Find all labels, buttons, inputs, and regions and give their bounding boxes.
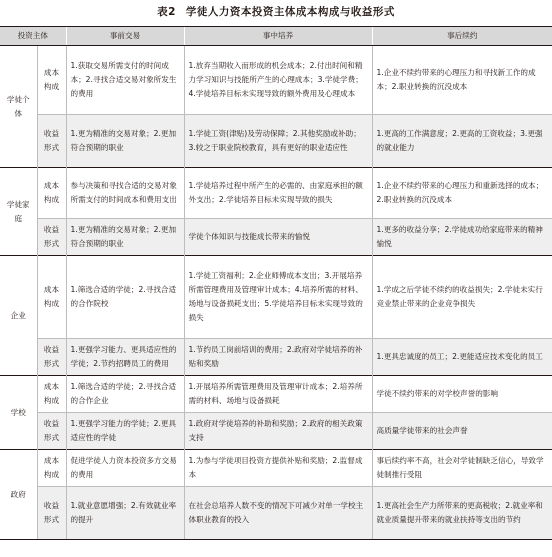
post-cell: 1.更高社会生产力所带来的更高税收；2.就业率和就业质量提升带来的就业扶持等支出的节约: [372, 487, 552, 540]
mid-cell: 1.学徒工资(津贴)及劳动保障；2.其他奖励或补助；3.较之于职业院校教育，具有更好的职业适应性: [184, 115, 372, 168]
subject-cell: 政府: [0, 450, 37, 540]
dimension-cell: 收益形式: [37, 487, 66, 540]
table-row: [0, 487, 552, 540]
pre-cell: 1.筛选合适的学徒；2.寻找合适的合作院校: [66, 256, 184, 339]
post-cell: 学徒不续约带来的对学校声誉的影响: [372, 376, 552, 413]
post-cell: 1.更多的收益分享；2.学徒成功给家庭带来的精神愉悦: [372, 219, 552, 256]
post-cell: 1.企业不续约带来的心理压力和重新选择的成本；2.职业转换的沉没成本: [372, 168, 552, 219]
table-row: [0, 450, 552, 487]
mid-cell: 1.学徒培养过程中所产生的必需的、由家庭承担的额外支出；2.学徒培养目标未实现导致的损失: [184, 168, 372, 219]
mid-cell: 1.政府对学徒培养的补助和奖励；2.政府的相关政策支持: [184, 413, 372, 450]
header-row: [0, 27, 552, 46]
table-row: [0, 256, 552, 339]
table-caption: [0, 0, 552, 26]
dimension-cell: 成本构成: [37, 168, 66, 219]
dimension-cell: 成本构成: [37, 376, 66, 413]
subject-cell: 学徒个体: [0, 46, 37, 168]
dimension-cell: 成本构成: [37, 256, 66, 339]
table-row: [0, 168, 552, 219]
table-row: [0, 46, 552, 115]
cost-benefit-table: [0, 26, 552, 540]
dimension-cell: 成本构成: [37, 46, 66, 115]
pre-cell: 1.就业意愿增强；2.有效就业率的提升: [66, 487, 184, 540]
subject-cell: 学校: [0, 376, 37, 450]
mid-cell: 在社会总培养人数不变的情况下可减少对单一学校主体职业教育的投入: [184, 487, 372, 540]
table-row: [0, 413, 552, 450]
subject-cell: 企业: [0, 256, 37, 376]
dimension-cell: 收益形式: [37, 115, 66, 168]
table-row: [0, 376, 552, 413]
mid-cell: 1.节约员工岗前培训的费用；2.政府对学徒培养的补贴和奖励: [184, 339, 372, 376]
mid-cell: 1.为参与学徒项目投资方提供补贴和奖励；2.监督成本: [184, 450, 372, 487]
pre-cell: 1.更强学习能力、更具适应性的学徒；2.节约招聘员工的费用: [66, 339, 184, 376]
dimension-cell: 收益形式: [37, 413, 66, 450]
table-row: [0, 115, 552, 168]
table-title: 学徒人力资本投资主体成本构成与收益形式: [185, 6, 395, 18]
pre-cell: 促进学徒人力资本投资多方交易的费用: [66, 450, 184, 487]
subject-cell: 学徒家庭: [0, 168, 37, 256]
mid-cell: 1.开展培养所需管理费用及管理审计成本；2.培养所需的材料、场地与设备损耗: [184, 376, 372, 413]
dimension-cell: 成本构成: [37, 450, 66, 487]
pre-cell: 1.更为精准的交易对象；2.更加符合预期的职业: [66, 219, 184, 256]
mid-cell: 1.放弃当期收入而形成的机会成本；2.付出时间和精力学习知识与技能所产生的心理成本；3.学徒学费；4.学徒培养目标未实现导致的额外费用及心理成本: [184, 46, 372, 115]
mid-cell: 1.学徒工资福利；2.企业师傅成本支出；3.开展培养所需管理费用及管理审计成本；4.培养所需的材料、场地与设备损耗支出；5.学徒培养目标未实现导致的损失: [184, 256, 372, 339]
post-cell: 1.企业不续约带来的心理压力和寻找新工作的成本；2.职业转换的沉没成本: [372, 46, 552, 115]
pre-cell: 1.更强学习能力的学徒；2.更具适应性的学徒: [66, 413, 184, 450]
table-number: 表2: [157, 6, 176, 18]
pre-cell: 参与决策和寻找合适的交易对象所需支付的时间成本和费用支出: [66, 168, 184, 219]
post-cell: 事后续约率不高，社会对学徒制缺乏信心，导致学徒制推行受阻: [372, 450, 552, 487]
header-pre: 事前交易: [66, 27, 184, 46]
post-cell: 1.更具忠诚度的员工；2.更能适应技术变化的员工: [372, 339, 552, 376]
mid-cell: 学徒个体知识与技能成长带来的愉悦: [184, 219, 372, 256]
header-subject: 投资主体: [0, 27, 66, 46]
table-row: [0, 219, 552, 256]
post-cell: 1.学成之后学徒不续约的收益损失；2.学徒未实行竞业禁止带来的企业竞争损失: [372, 256, 552, 339]
table-row: [0, 339, 552, 376]
pre-cell: 1.更为精准的交易对象；2.更加符合预期的职业: [66, 115, 184, 168]
header-post: 事后续约: [372, 27, 552, 46]
dimension-cell: 收益形式: [37, 219, 66, 256]
dimension-cell: 收益形式: [37, 339, 66, 376]
post-cell: 1.更高的工作满意度；2.更高的工资收益；3.更强的就业能力: [372, 115, 552, 168]
post-cell: 高质量学徒带来的社会声誉: [372, 413, 552, 450]
pre-cell: 1.筛选合适的学徒；2.寻找合适的合作企业: [66, 376, 184, 413]
pre-cell: 1.获取交易所需支付的时间成本；2.寻找合适交易对象所发生的费用: [66, 46, 184, 115]
header-mid: 事中培养: [184, 27, 372, 46]
